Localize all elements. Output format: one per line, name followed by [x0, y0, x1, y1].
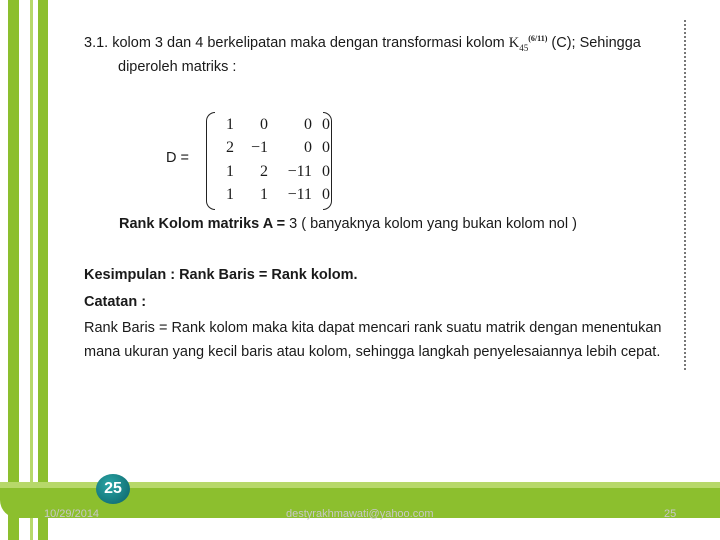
matrix-cell: 0: [322, 139, 330, 157]
matrix-cell: 0: [260, 115, 268, 133]
matrix-cell: 0: [304, 115, 312, 133]
footer-email: destyrakhmawati@yahoo.com: [286, 508, 434, 520]
transform-symbol: $K_{45}^{(6/11)}$: [508, 34, 548, 53]
matrix-label: D =: [166, 150, 189, 166]
step-line-2: diperoleh matriks :: [118, 59, 237, 75]
left-green-bar-thin: [30, 0, 33, 540]
matrix-cell: 0: [322, 162, 330, 180]
rank-column-label: Rank Kolom matriks A =: [119, 216, 290, 232]
note-title: Catatan :: [84, 294, 147, 310]
matrix-cell: 0: [322, 115, 330, 133]
note-line-2: mana ukuran yang kecil baris atau kolom, sehingga langkah penyelesaiannya lebih cepat.: [84, 344, 661, 360]
right-dotted-border: [684, 20, 686, 370]
matrix-cell: 1: [226, 186, 234, 204]
matrix-cell: −11: [287, 162, 312, 180]
matrix-cell: 1: [226, 115, 234, 133]
matrix-table: [212, 113, 330, 207]
matrix-cell: −1: [250, 139, 268, 157]
left-green-bar: [8, 0, 19, 540]
matrix-row: [212, 160, 330, 184]
matrix-cell: 2: [226, 139, 234, 157]
matrix-cell: 0: [322, 186, 330, 204]
footer-date: 10/29/2014: [44, 508, 100, 520]
matrix-row: [212, 137, 330, 161]
step-line-1-prefix: 3.1. kolom 3 dan 4 berkelipatan maka dengan transformasi kolom: [84, 34, 509, 51]
matrix-cell: 2: [260, 162, 268, 180]
note-line-1: Rank Baris = Rank kolom maka kita dapat mencari rank suatu matrik dengan menentukan: [84, 320, 662, 336]
matrix-row: [212, 113, 330, 137]
step-line-1-suffix: (C); Sehingga: [551, 34, 641, 51]
rank-column-value: 3 ( banyaknya kolom yang bukan kolom nol ): [289, 216, 577, 232]
matrix-row: [212, 184, 330, 208]
matrix-cell: 1: [260, 186, 268, 204]
left-green-bar-inner: [38, 0, 48, 540]
matrix-cell: 1: [226, 162, 234, 180]
footer-page-number: 25: [664, 508, 677, 520]
conclusion: Kesimpulan : Rank Baris = Rank kolom.: [84, 267, 358, 283]
slide-number-badge: 25: [96, 474, 130, 504]
matrix-d: [206, 112, 332, 208]
matrix-cell: 0: [304, 139, 312, 157]
rank-column-line: [119, 216, 577, 232]
step-line-1: [84, 34, 641, 53]
matrix-cell: −11: [287, 186, 312, 204]
